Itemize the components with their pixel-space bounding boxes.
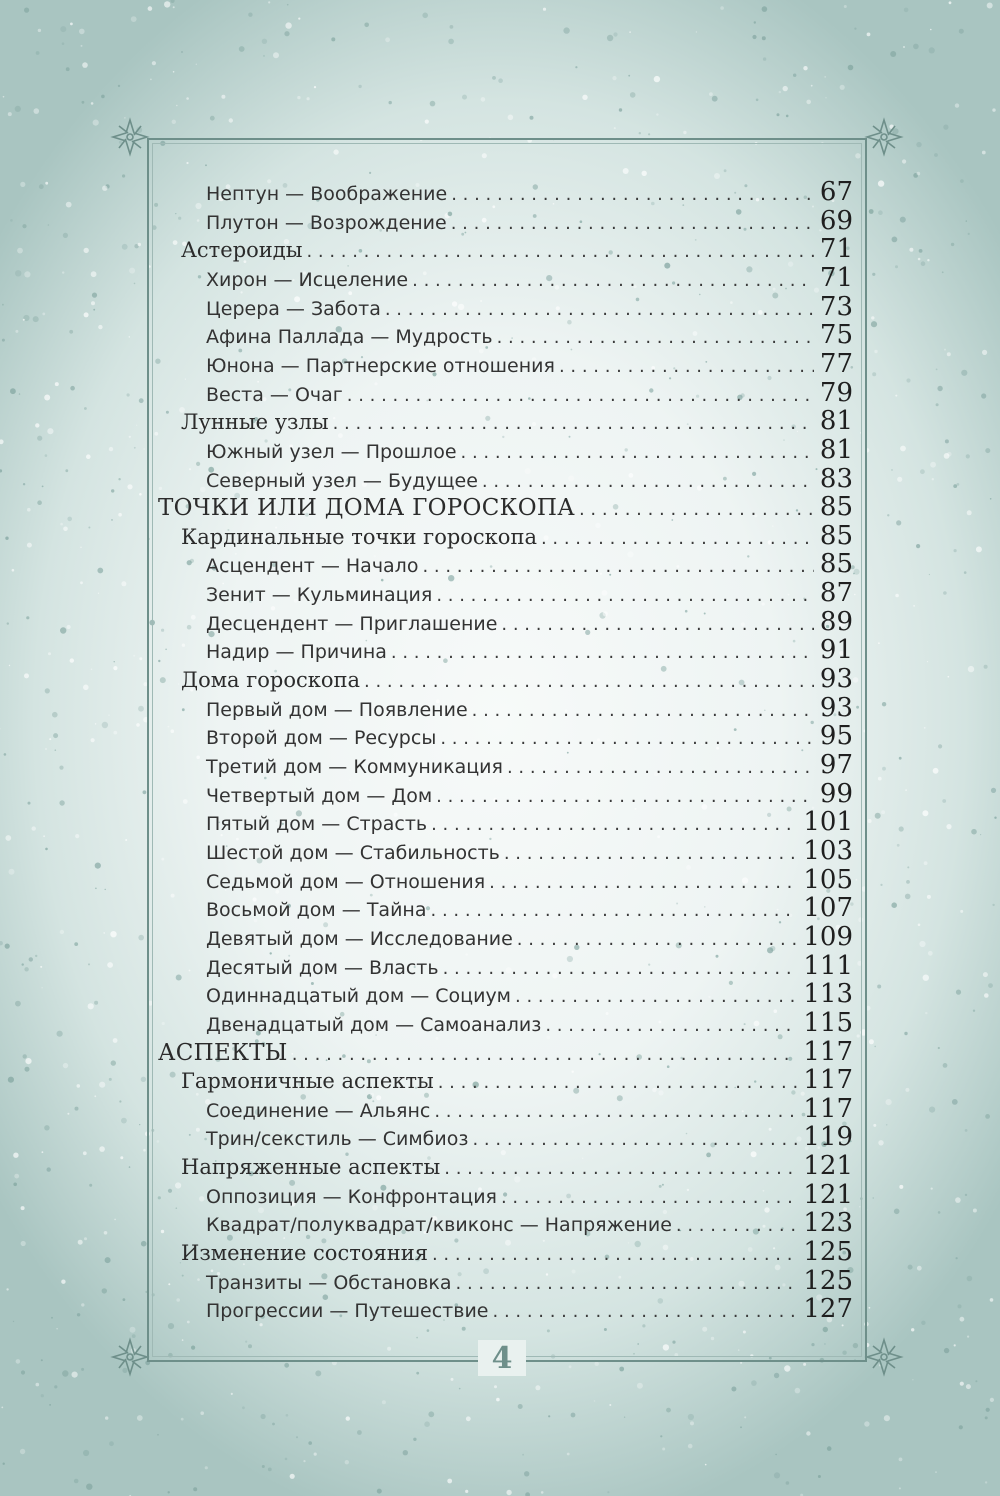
toc-entry-page: 109 [803,922,853,952]
toc-entry[interactable] [206,836,853,865]
toc-entry[interactable] [206,1122,853,1151]
toc-entry[interactable] [181,664,853,693]
toc-entry-title: Изменение состояния [181,1241,428,1265]
toc-entry-title: Напряженные аспекты [181,1155,441,1179]
toc-entry-page: 99 [819,779,853,809]
toc-entry[interactable] [181,1237,853,1266]
toc-entry[interactable] [206,1008,853,1037]
toc-entry-page: 97 [819,750,853,780]
toc-entry[interactable] [206,1208,853,1237]
toc-entry-page: 123 [803,1208,853,1238]
toc-entry-page: 93 [819,664,853,694]
toc-entry-title: Дома гороскопа [181,668,361,692]
toc-entry-title: Церера — Забота [206,298,381,320]
toc-entry-page: 117 [803,1037,853,1067]
toc-entry-page: 75 [819,320,853,350]
dot-leader [482,471,814,492]
toc-entry-title: Плутон — Возрождение [206,212,447,234]
dot-leader [545,1015,797,1036]
dot-leader [292,1044,798,1065]
toc-entry[interactable] [206,721,853,750]
dot-leader [333,413,814,434]
toc-entry-title: Двенадцатый дом — Самоанализ [206,1014,542,1036]
toc-entry-title: Трин/секстиль — Симбиоз [206,1128,469,1150]
toc-entry-title: Надир — Причина [206,641,387,663]
toc-entry-page: 111 [803,951,853,981]
toc-entry-page: 81 [819,406,853,436]
dot-leader [515,986,797,1007]
dot-leader [501,1187,797,1208]
toc-entry[interactable] [206,893,853,922]
toc-entry-page: 69 [819,206,853,236]
toc-entry-title: ТОЧКИ ИЛИ ДОМА ГОРОСКОПА [158,495,575,521]
toc-entry-page: 87 [819,578,853,608]
toc-entry-title: Веста — Очаг [206,384,343,406]
dot-leader [431,900,798,921]
dot-leader [385,299,814,320]
toc-entry-page: 125 [803,1237,853,1267]
toc-entry[interactable] [206,979,853,1008]
toc-entry[interactable] [206,1294,853,1323]
toc-entry-title: Седьмой дом — Отношения [206,871,486,893]
dot-leader [501,614,813,635]
dot-leader [579,499,814,520]
dot-leader [559,356,814,377]
toc-entry[interactable] [206,607,853,636]
toc-entry[interactable] [158,1037,853,1066]
toc-entry[interactable] [206,865,853,894]
toc-entry-title: Третий дом — Коммуникация [206,756,503,778]
toc-entry-title: Второй дом — Ресурсы [206,727,437,749]
toc-entry[interactable] [206,750,853,779]
toc-entry-title: Южный узел — Прошлое [206,441,457,463]
toc-entry[interactable] [206,435,853,464]
toc-entry-page: 113 [803,979,853,1009]
toc-entry-page: 121 [803,1180,853,1210]
toc-entry-page: 85 [819,549,853,579]
toc-entry[interactable] [206,464,853,493]
toc-entry-page: 119 [803,1122,853,1152]
page-number-container [470,1336,534,1380]
dot-leader [347,385,814,406]
toc-entry-page: 67 [819,177,853,207]
toc-entry-page: 95 [819,721,853,751]
toc-entry-title: Четвертый дом — Дом [206,785,433,807]
toc-entry-title: Первый дом — Появление [206,699,468,721]
toc-entry-page: 71 [819,234,853,264]
dot-leader [489,872,797,893]
toc-entry-page: 93 [819,693,853,723]
toc-entry[interactable] [206,1266,853,1295]
toc-entry-page: 115 [803,1008,853,1038]
dot-leader [472,1129,797,1150]
dot-leader [434,1101,797,1122]
toc-entry[interactable] [206,378,853,407]
toc-entry-title: Кардинальные точки гороскопа [181,525,537,549]
toc-entry-page: 85 [819,521,853,551]
toc-entry-title: Афина Паллада — Мудрость [206,326,493,348]
toc-entry-page: 83 [819,464,853,494]
dot-leader [676,1215,797,1236]
dot-leader [444,1158,797,1179]
toc-entry-title: Астероиды [181,238,303,262]
dot-leader [443,958,798,979]
toc-entry-title: Одиннадцатый дом — Социум [206,985,512,1007]
dot-leader [472,700,814,721]
dot-leader [436,585,814,606]
dot-leader [364,671,814,692]
toc-entry-title: Зенит — Кульминация [206,584,433,606]
dot-leader [432,1244,797,1265]
toc-entry[interactable] [206,292,853,321]
dot-leader [422,556,813,577]
toc-entry-title: Гармоничные аспекты [181,1069,434,1093]
dot-leader [507,757,814,778]
toc-entry[interactable] [206,320,853,349]
toc-entry[interactable] [206,349,853,378]
toc-entry[interactable] [181,521,853,550]
dot-leader [517,929,798,950]
toc-entry-title: Десцендент — Приглашение [206,613,498,635]
toc-entry-title: Соединение — Альянс [206,1100,431,1122]
star-ornament-icon [864,117,904,157]
toc-entry-page: 127 [803,1294,853,1324]
page-number: 4 [491,1340,513,1376]
toc-entry-page: 71 [819,263,853,293]
toc-entry-title: Транзиты — Обстановка [206,1272,452,1294]
toc-entry-page: 117 [803,1094,853,1124]
dot-leader [438,1072,798,1093]
toc-entry-title: Нептун — Воображение [206,183,448,205]
toc-entry[interactable] [206,549,853,578]
toc-entry[interactable] [206,1180,853,1209]
dot-leader [497,327,814,348]
toc-entry[interactable] [181,406,853,435]
dot-leader [391,642,814,663]
toc-entry-page: 91 [819,635,853,665]
toc-entry-title: Прогрессии — Путешествие [206,1300,489,1322]
toc-entry[interactable] [206,807,853,836]
toc-entry-title: Девятый дом — Исследование [206,928,513,950]
toc-entry[interactable] [206,263,853,292]
toc-entry[interactable] [181,1151,853,1180]
dot-leader [461,442,814,463]
dot-leader [436,786,814,807]
toc-entry[interactable] [158,492,853,521]
toc-entry-title: АСПЕКТЫ [158,1040,288,1066]
toc-entry[interactable] [181,234,853,263]
star-ornament-icon [864,1337,904,1377]
toc-entry-title: Лунные узлы [181,410,329,434]
toc-entry-page: 89 [819,607,853,637]
toc-entry-title: Пятый дом — Страсть [206,813,428,835]
toc-entry-page: 117 [803,1065,853,1095]
dot-leader [306,241,813,262]
toc-entry-title: Оппозиция — Конфронтация [206,1186,497,1208]
toc-entry-page: 85 [819,492,853,522]
dot-leader [541,528,814,549]
toc-entry-title: Северный узел — Будущее [206,470,478,492]
toc-entry-page: 79 [819,378,853,408]
dot-leader [431,814,797,835]
toc-entry-title: Хирон — Исцеление [206,269,409,291]
toc-entry[interactable] [181,1065,853,1094]
toc-entry[interactable] [206,177,853,206]
star-ornament-icon [110,117,150,157]
toc-entry[interactable] [206,635,853,664]
toc-entry[interactable] [206,578,853,607]
toc-entry-page: 121 [803,1151,853,1181]
dot-leader [451,213,814,234]
toc-entry-page: 77 [819,349,853,379]
toc-entry-title: Восьмой дом — Тайна [206,899,427,921]
toc-entry-title: Шестой дом — Стабильность [206,842,500,864]
toc-entry-title: Десятый дом — Власть [206,957,439,979]
toc-entry-title: Юнона — Партнерские отношения [206,355,555,377]
dot-leader [451,184,814,205]
toc-entry-page: 81 [819,435,853,465]
dot-leader [440,728,814,749]
toc-entry[interactable] [206,922,853,951]
dot-leader [412,270,814,291]
toc-entry[interactable] [206,1094,853,1123]
toc-entry-page: 125 [803,1266,853,1296]
star-ornament-icon [110,1337,150,1377]
toc-entry-page: 73 [819,292,853,322]
toc-entry-title: Асцендент — Начало [206,555,419,577]
toc-entry[interactable] [206,951,853,980]
toc-entry[interactable] [206,779,853,808]
dot-leader [504,843,798,864]
toc-entry-title: Квадрат/полуквадрат/квиконс — Напряжение [206,1214,672,1236]
toc-entry-page: 105 [803,865,853,895]
dot-leader [456,1273,798,1294]
toc-entry[interactable] [206,693,853,722]
toc-entry-page: 107 [803,893,853,923]
toc-entry-page: 101 [803,807,853,837]
dot-leader [493,1301,798,1322]
toc-entry-page: 103 [803,836,853,866]
toc-entry[interactable] [206,206,853,235]
